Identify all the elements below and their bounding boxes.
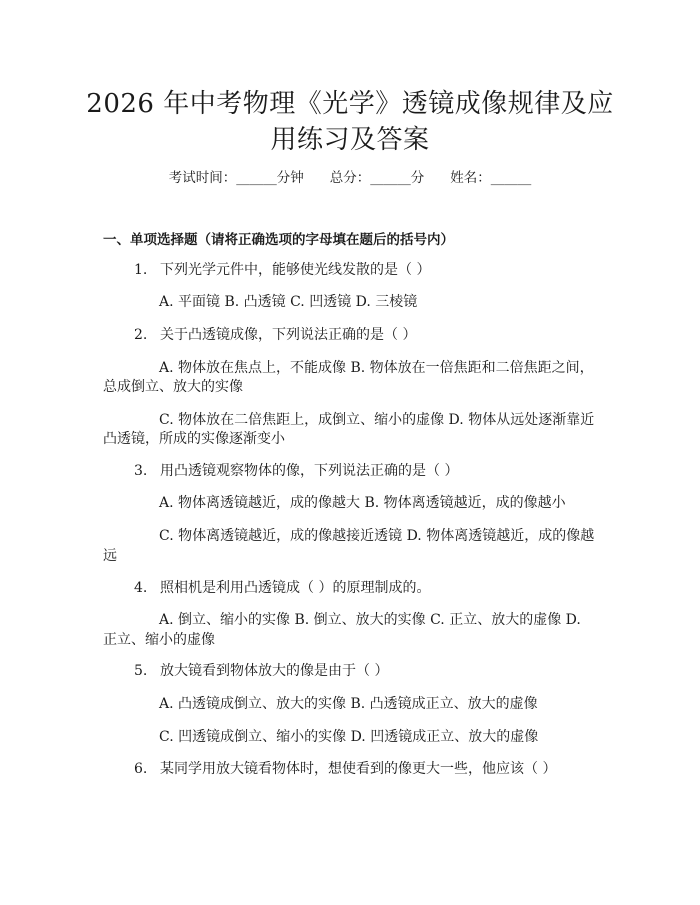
question-2-options-line-1: A. 物体放在焦点上，不能成像 B. 物体放在一倍焦距和二倍焦距之间， (159, 360, 594, 376)
question-5 (134, 661, 388, 681)
total-score: 总分：______分 (329, 170, 425, 186)
question-number: 1. (134, 262, 148, 278)
document-title-line-1: 2026 年中考物理《光学》透镜成像规律及应 (86, 89, 614, 119)
question-text: 关于凸透镜成像，下列说法正确的是（ ） (160, 327, 417, 343)
question-text: 用凸透镜观察物体的像，下列说法正确的是（ ） (160, 463, 459, 479)
question-5-options-line-2: C. 凹透镜成倒立、缩小的实像 D. 凹透镜成正立、放大的虚像 (159, 729, 539, 745)
question-number: 2. (134, 327, 148, 343)
question-3-options-line-2: C. 物体离透镜越近，成的像越接近透镜 D. 物体离透镜越近，成的像越 (159, 528, 595, 544)
question-number: 6. (134, 761, 148, 777)
exam-time: 考试时间：______分钟 (168, 170, 304, 186)
question-number: 4. (134, 580, 148, 596)
student-name: 姓名：______ (450, 170, 532, 186)
question-2-options-line-4: 凸透镜，所成的实像逐渐变小 (103, 431, 285, 447)
question-text: 放大镜看到物体放大的像是由于（ ） (160, 663, 389, 679)
question-3-options-line-1: A. 物体离透镜越近，成的像越大 B. 物体离透镜越近，成的像越小 (159, 495, 566, 511)
document-title-line-2: 用练习及答案 (270, 125, 430, 155)
exam-meta (0, 168, 700, 188)
question-2 (134, 325, 416, 345)
question-2-options-line-2: 总成倒立、放大的实像 (103, 379, 243, 395)
question-4 (134, 578, 430, 598)
question-1-options: A. 平面镜 B. 凸透镜 C. 凹透镜 D. 三棱镜 (159, 294, 418, 310)
question-text: 照相机是利用凸透镜成（ ）的原理制成的。 (160, 580, 431, 596)
question-2-options-line-3: C. 物体放在二倍焦距上，成倒立、缩小的虚像 D. 物体从远处逐渐靠近 (159, 412, 595, 428)
section-heading: 一、单项选择题（请将正确选项的字母填在题后的括号内） (103, 232, 454, 248)
question-6 (134, 759, 556, 779)
question-text: 某同学用放大镜看物体时，想使看到的像更大一些，他应该（ ） (160, 761, 557, 777)
question-4-options-line-1: A. 倒立、缩小的实像 B. 倒立、放大的实像 C. 正立、放大的虚像 D. (159, 612, 581, 628)
question-number: 5. (134, 663, 148, 679)
question-5-options-line-1: A. 凸透镜成倒立、放大的实像 B. 凸透镜成正立、放大的虚像 (159, 696, 538, 712)
question-3-options-line-3: 远 (103, 548, 117, 564)
question-3 (134, 461, 458, 481)
question-text: 下列光学元件中，能够使光线发散的是（ ） (160, 262, 431, 278)
question-4-options-line-2: 正立、缩小的虚像 (103, 632, 215, 648)
question-number: 3. (134, 463, 148, 479)
question-1 (134, 260, 430, 280)
